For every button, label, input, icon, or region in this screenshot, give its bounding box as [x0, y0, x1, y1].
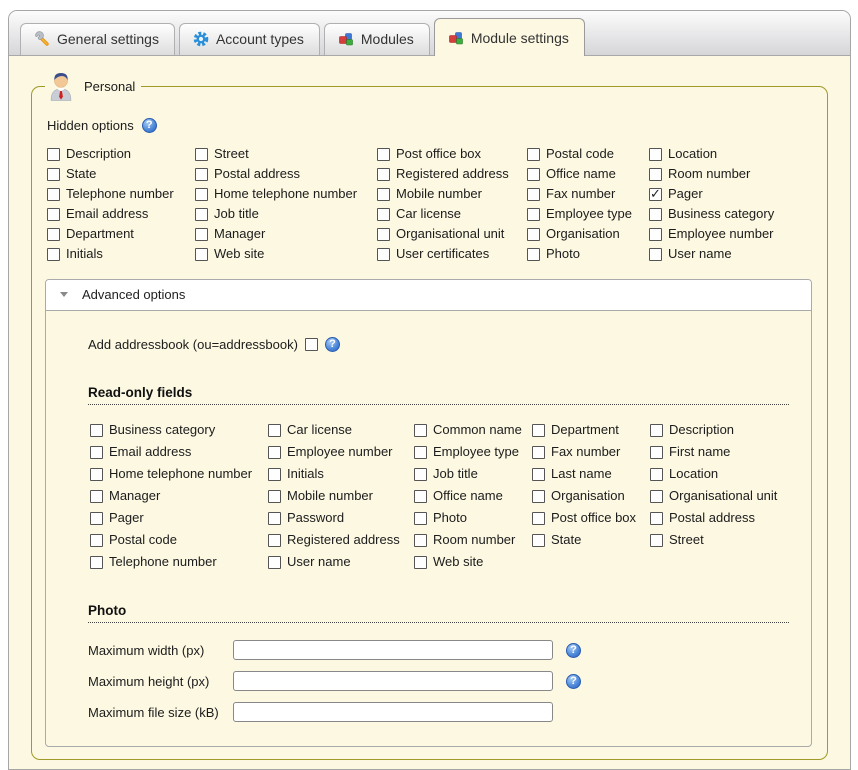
checkbox[interactable] [527, 168, 540, 181]
checkbox-item [268, 444, 414, 460]
checkbox-label: Photo [433, 510, 467, 525]
checkbox-item [90, 444, 268, 460]
checkbox-label: Web site [214, 246, 265, 261]
checkbox-label: Password [287, 510, 345, 525]
advanced-options-label: Advanced options [82, 287, 186, 302]
checkbox-item [527, 226, 649, 242]
tab-label: Modules [360, 31, 414, 47]
tab-modules[interactable] [324, 23, 430, 55]
checkbox-item [532, 488, 650, 504]
checkbox[interactable] [532, 512, 545, 525]
checkbox-item [377, 146, 527, 162]
checkbox[interactable] [527, 148, 540, 161]
checkbox[interactable] [414, 512, 427, 525]
checkbox[interactable] [90, 446, 103, 459]
photo-fields [88, 640, 789, 722]
checkbox-label: Street [214, 146, 249, 161]
checkbox[interactable] [90, 468, 103, 481]
checkbox-label: Email address [66, 206, 149, 221]
checkbox-item [649, 206, 814, 222]
checkbox-item [195, 186, 377, 202]
checkbox[interactable] [650, 446, 663, 459]
checkbox[interactable] [650, 534, 663, 547]
checkbox-item [532, 422, 650, 438]
hidden-options-label: Hidden options [47, 118, 134, 133]
checkbox[interactable] [649, 228, 662, 241]
checkbox-item [527, 206, 649, 222]
checkbox-label: Manager [109, 488, 161, 503]
checkbox-item [90, 510, 268, 526]
checkbox[interactable] [377, 168, 390, 181]
checkbox-label: Home telephone number [214, 186, 358, 201]
checkbox[interactable] [414, 424, 427, 437]
checkbox-label: Room number [668, 166, 751, 181]
checkbox-label: Business category [109, 422, 216, 437]
checkbox-item [414, 510, 532, 526]
checkbox-item [527, 186, 649, 202]
checkbox-item [650, 444, 789, 460]
checkbox-label: Location [669, 466, 719, 481]
checkbox[interactable] [47, 168, 60, 181]
checkbox[interactable] [90, 534, 103, 547]
checkbox-label: Manager [214, 226, 266, 241]
checkbox-label: First name [669, 444, 731, 459]
checkbox-item [195, 166, 377, 182]
checkbox[interactable] [377, 208, 390, 221]
checkbox-label: Organisational unit [669, 488, 778, 503]
checkbox[interactable] [532, 534, 545, 547]
checkbox[interactable] [414, 468, 427, 481]
checkbox[interactable] [649, 168, 662, 181]
checkbox[interactable] [90, 556, 103, 569]
maximum-height-label: Maximum height (px) [88, 673, 210, 689]
help-icon[interactable]: ? [566, 643, 581, 658]
advanced-options-header[interactable] [46, 280, 811, 311]
checkbox[interactable] [268, 446, 281, 459]
checkbox-label: Registered address [287, 532, 400, 547]
checkbox-label: State [551, 532, 582, 547]
tab-module-settings[interactable] [434, 18, 585, 56]
checkbox[interactable] [377, 248, 390, 261]
checkbox-item [649, 186, 814, 202]
help-icon[interactable]: ? [142, 118, 157, 133]
checkbox-label: Description [66, 146, 132, 161]
checkbox[interactable] [532, 446, 545, 459]
checkbox-label: Telephone number [66, 186, 174, 201]
checkbox[interactable] [532, 490, 545, 503]
checkbox[interactable] [268, 534, 281, 547]
checkbox[interactable] [650, 490, 663, 503]
checkbox-label: Department [551, 422, 619, 437]
help-icon[interactable]: ? [566, 674, 581, 689]
checkbox[interactable] [195, 148, 208, 161]
checkbox-label: Telephone number [109, 554, 217, 569]
checkbox-label: Street [669, 532, 704, 547]
checkbox-label: Postal code [546, 146, 614, 161]
checkbox[interactable] [47, 228, 60, 241]
checkbox-item [650, 532, 789, 548]
modules-icon [338, 31, 354, 47]
checkbox-label: Fax number [551, 444, 621, 459]
checkbox-label: User name [287, 554, 351, 569]
checkbox[interactable] [527, 248, 540, 261]
checkbox[interactable] [268, 424, 281, 437]
checkbox-label: Mobile number [396, 186, 482, 201]
checkbox-item [195, 146, 377, 162]
checkbox-label: Business category [668, 206, 775, 221]
checkbox[interactable] [195, 168, 208, 181]
checkbox-item [649, 246, 814, 262]
checkbox[interactable] [90, 490, 103, 503]
checkbox-label: Postal address [214, 166, 300, 181]
checkbox-label: Post office box [551, 510, 637, 525]
wrench-icon [34, 31, 50, 47]
checkbox-label: Organisation [546, 226, 620, 241]
checkbox[interactable] [195, 208, 208, 221]
checkbox-label: Organisation [551, 488, 625, 503]
checkbox-item [414, 554, 532, 570]
checkbox[interactable] [527, 208, 540, 221]
personal-legend [45, 70, 141, 102]
checkbox[interactable] [90, 512, 103, 525]
checkbox[interactable] [268, 556, 281, 569]
read-only-fields-header: Read-only fields [88, 385, 789, 405]
checkbox-item [268, 488, 414, 504]
checkbox-label: Web site [433, 554, 484, 569]
checkbox-item [649, 166, 814, 182]
checkbox-label: Postal code [109, 532, 177, 547]
checkbox-label: Car license [287, 422, 353, 437]
checkbox-item [47, 186, 195, 202]
checkbox[interactable] [414, 490, 427, 503]
checkbox-label: Department [66, 226, 134, 241]
add-addressbook-label: Add addressbook (ou=addressbook) [88, 337, 298, 352]
checkbox-item [47, 146, 195, 162]
checkbox[interactable] [532, 468, 545, 481]
checkbox[interactable] [532, 424, 545, 437]
checkbox-item [532, 510, 650, 526]
checkbox-item [47, 166, 195, 182]
checkbox[interactable] [377, 188, 390, 201]
checkbox[interactable] [527, 188, 540, 201]
person-icon [47, 70, 75, 102]
checkbox[interactable] [195, 228, 208, 241]
tab-bar [9, 11, 850, 56]
checkbox-item [527, 246, 649, 262]
checkbox-item [195, 206, 377, 222]
checkbox-label: Initials [287, 466, 324, 481]
checkbox-item [268, 554, 414, 570]
tab-label: Account types [215, 31, 304, 47]
checkbox-item [377, 226, 527, 242]
checkbox-item [377, 166, 527, 182]
checkbox[interactable] [47, 248, 60, 261]
checkbox-item [377, 246, 527, 262]
checkbox[interactable] [649, 148, 662, 161]
checkbox-label: Room number [433, 532, 516, 547]
checkbox-label: Job title [214, 206, 259, 221]
checkbox-label: Last name [551, 466, 612, 481]
tab-label: Module settings [470, 30, 569, 46]
checkbox[interactable] [195, 248, 208, 261]
checkbox[interactable] [195, 188, 208, 201]
checkbox-item [527, 166, 649, 182]
checkbox-item [527, 146, 649, 162]
checkbox[interactable] [47, 148, 60, 161]
checkbox-label: Employee number [287, 444, 393, 459]
checkbox-label: Office name [546, 166, 616, 181]
checkbox-item [649, 226, 814, 242]
checkbox-item [414, 444, 532, 460]
collapse-arrow-icon [60, 292, 68, 297]
hidden-options-grid [47, 146, 814, 262]
checkbox[interactable] [414, 534, 427, 547]
checkbox-label: Employee type [546, 206, 632, 221]
checkbox-item [377, 206, 527, 222]
checkbox-item [268, 466, 414, 482]
checkbox-item [47, 226, 195, 242]
checkbox[interactable] [649, 208, 662, 221]
checkbox[interactable] [649, 248, 662, 261]
checkbox-item [650, 488, 789, 504]
checkbox-label: Registered address [396, 166, 509, 181]
checkbox-label: Job title [433, 466, 478, 481]
checkbox-label: User name [668, 246, 732, 261]
checkbox-item [47, 206, 195, 222]
checkbox-label: Fax number [546, 186, 616, 201]
maximum-width-input[interactable] [233, 640, 553, 660]
checkbox[interactable] [268, 512, 281, 525]
checkbox-item [650, 510, 789, 526]
checkbox-label: Initials [66, 246, 103, 261]
checkbox-item [414, 488, 532, 504]
checkbox[interactable] [377, 148, 390, 161]
checkbox[interactable] [90, 424, 103, 437]
tab-label: General settings [57, 31, 159, 47]
checkbox-item [90, 422, 268, 438]
checkbox-item [650, 466, 789, 482]
checkbox[interactable] [268, 490, 281, 503]
checkbox-label: User certificates [396, 246, 490, 261]
checkbox-item [377, 186, 527, 202]
checkbox[interactable] [649, 188, 662, 201]
checkbox-item [90, 466, 268, 482]
checkbox[interactable] [527, 228, 540, 241]
checkbox-label: Pager [109, 510, 144, 525]
checkbox-label: Mobile number [287, 488, 373, 503]
checkbox-label: State [66, 166, 97, 181]
maximum-file-size-label: Maximum file size (kB) [88, 704, 219, 720]
checkbox-item [650, 422, 789, 438]
checkbox-item [90, 532, 268, 548]
maximum-width-label: Maximum width (px) [88, 642, 205, 658]
checkbox-item [532, 466, 650, 482]
checkbox-label: Description [669, 422, 735, 437]
checkbox[interactable] [414, 446, 427, 459]
gear-icon [193, 31, 209, 47]
checkbox[interactable] [377, 228, 390, 241]
maximum-height-input[interactable] [233, 671, 553, 691]
photo-field-row [88, 702, 789, 722]
checkbox-label: Office name [433, 488, 503, 503]
checkbox-label: Location [668, 146, 718, 161]
checkbox-item [47, 246, 195, 262]
help-icon[interactable]: ? [325, 337, 340, 352]
checkbox-label: Pager [668, 186, 703, 201]
checkbox-label: Car license [396, 206, 462, 221]
checkbox-label: Organisational unit [396, 226, 505, 241]
checkbox[interactable] [47, 188, 60, 201]
photo-field-row [88, 671, 789, 691]
checkbox[interactable] [268, 468, 281, 481]
personal-legend-label: Personal [84, 78, 136, 94]
checkbox[interactable] [47, 208, 60, 221]
checkbox-item [268, 532, 414, 548]
add-addressbook-checkbox[interactable] [305, 338, 318, 351]
checkbox-item [532, 444, 650, 460]
tab-general-settings[interactable] [20, 23, 175, 55]
checkbox-item [268, 510, 414, 526]
photo-header: Photo [88, 603, 789, 623]
checkbox-item [532, 532, 650, 548]
checkbox-label: Home telephone number [109, 466, 253, 481]
checkbox-item [195, 246, 377, 262]
maximum-file-size-input[interactable] [233, 702, 553, 722]
personal-section [31, 70, 828, 760]
checkbox-label: Photo [546, 246, 580, 261]
checkbox[interactable] [650, 512, 663, 525]
checkbox-label: Employee number [668, 226, 774, 241]
checkbox-item [195, 226, 377, 242]
checkbox-item [414, 466, 532, 482]
advanced-options-body [46, 311, 811, 746]
checkbox-label: Post office box [396, 146, 482, 161]
checkbox-item [414, 422, 532, 438]
checkbox-item [268, 422, 414, 438]
checkbox-label: Email address [109, 444, 192, 459]
checkbox-item [414, 532, 532, 548]
photo-field-row [88, 640, 789, 660]
checkbox-item [90, 554, 268, 570]
checkbox[interactable] [650, 468, 663, 481]
checkbox-label: Employee type [433, 444, 519, 459]
settings-window [8, 10, 851, 770]
checkbox-item [90, 488, 268, 504]
add-addressbook-row [88, 337, 789, 352]
read-only-fields-grid [90, 422, 789, 570]
checkbox-item [649, 146, 814, 162]
checkbox-label: Common name [433, 422, 522, 437]
tab-account-types[interactable] [179, 23, 320, 55]
checkbox-label: Postal address [669, 510, 755, 525]
advanced-options-panel [45, 279, 812, 747]
checkbox[interactable] [414, 556, 427, 569]
checkbox[interactable] [650, 424, 663, 437]
modules-icon [448, 30, 464, 46]
